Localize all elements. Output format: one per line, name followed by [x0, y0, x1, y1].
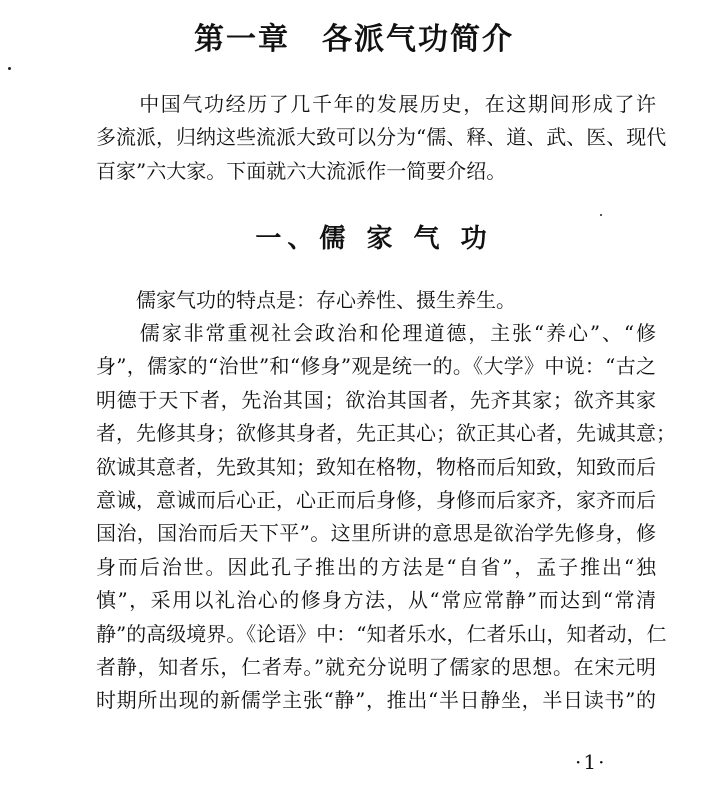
body-line: 身”，儒家的“治世”和“修身”观是统一的。《大学》中说：“古之 [96, 354, 656, 379]
body-line: 者静，知者乐，仁者寿。”就充分说明了儒家的思想。在宋元明 [96, 655, 656, 680]
page-number: ·1· [575, 750, 607, 774]
intro-paragraph [96, 88, 667, 188]
body-line: 欲诚其意者，先致其知；致知在格物，物格而后知致，知致而后 [96, 454, 656, 479]
body-paragraph [96, 317, 676, 718]
chapter-title: 第一章 各派气功简介 [194, 22, 514, 57]
body-line: 身而后治世。因此孔子推出的方法是“自省”，孟子推出“独 [96, 554, 656, 579]
intro-line: 多流派，归纳这些流派大致可以分为“儒、释、道、武、医、现代 [96, 125, 667, 150]
body-line: 静”的高级境界。《论语》中：“知者乐水，仁者乐山，知者动，仁 [96, 621, 667, 646]
body-line: 国治，国治而后天下平”。这里所讲的意思是欲治学先修身，修 [96, 521, 656, 546]
scan-speck [8, 67, 11, 70]
features-paragraph [96, 284, 656, 317]
body-line: 慎”，采用以礼治心的修身方法，从“常应常静”而达到“常清 [96, 588, 656, 613]
section-title: 一、儒 家 气 功 [255, 224, 493, 254]
body-line: 时期所出现的新儒学主张“静”，推出“半日静坐，半日读书”的 [96, 688, 656, 713]
features-line: 儒家气功的特点是：存心养性、摄生养生。 [96, 288, 516, 312]
body-line: 明德于天下者，先治其国；欲治其国者，先齐其家；欲齐其家 [96, 387, 656, 412]
body-line: 意诚，意诚而后心正，心正而后身修，身修而后家齐，家齐而后 [96, 488, 656, 513]
scan-speck [600, 214, 602, 216]
body-line: 儒家非常重视社会政治和伦理道德，主张“养心”、“修 [96, 321, 656, 345]
body-line: 者，先修其身；欲修其身者，先正其心；欲正其心者，先诚其意； [96, 421, 676, 446]
intro-line: 百家”六大家。下面就六大流派作一简要介绍。 [96, 158, 507, 183]
intro-line: 中国气功经历了几千年的发展历史，在这期间形成了许 [96, 92, 656, 116]
